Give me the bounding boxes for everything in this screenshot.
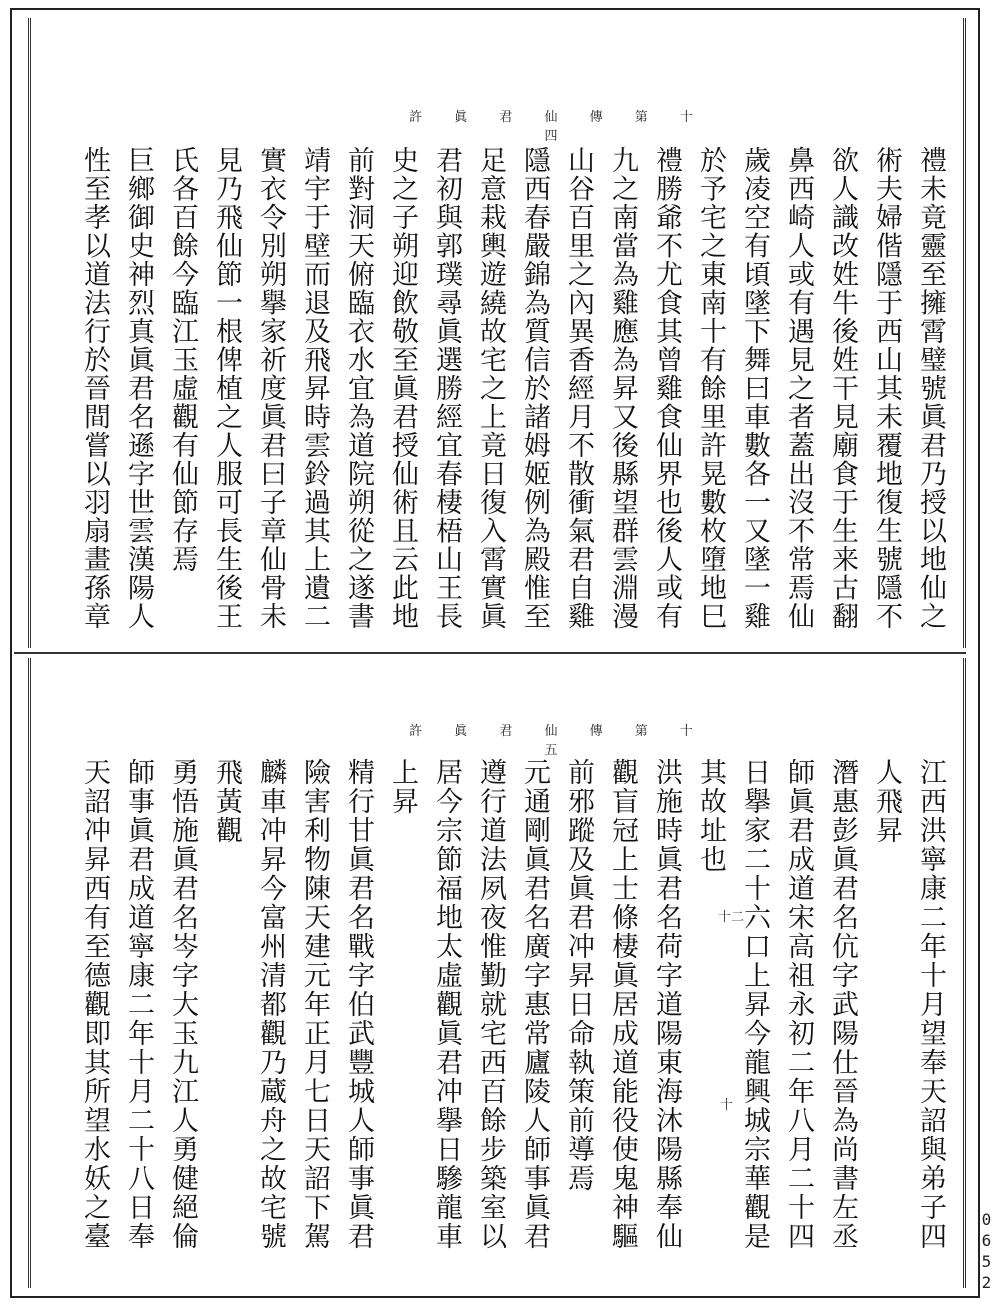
text-column: 潛惠彭眞君名伉字武陽仕晉為尚書左丞 bbox=[827, 758, 858, 1251]
text-column: 禮勝爺不尤食其曾雞食仙界也後人或有 bbox=[651, 146, 682, 631]
text-column: 靖宇于壁而退及飛昇時雲鈴過其上遺二 bbox=[299, 146, 330, 631]
top-page-text bbox=[72, 146, 952, 646]
text-column: 洪施時眞君名荷字道陽東海沐陽縣奉仙 bbox=[651, 758, 682, 1251]
text-column: 歲凌空有頃墜下舞曰車數各一又墜一雞 bbox=[739, 146, 770, 631]
top-page-header: 許 眞 君 仙 傳 第 十 四 bbox=[409, 110, 707, 144]
margin-mark: 十 bbox=[720, 1098, 734, 1113]
text-column: 欲人識改姓牛後姓干見廟食于生来古翻 bbox=[827, 146, 858, 631]
text-column: 江西洪寧康二年十月望奉天詔與弟子四 bbox=[915, 758, 946, 1251]
text-column: 日擧家二十六口上昇今龍興城宗華觀是 bbox=[739, 758, 770, 1251]
text-column: 足意栽輿遊繞故宅之上竟日復入霄實眞 bbox=[475, 146, 506, 631]
text-column: 山谷百里之內異香經月不散衝氣君自雞 bbox=[563, 146, 594, 631]
text-column: 於予宅之東南十有餘里許晃數枚墮地巳 bbox=[695, 146, 726, 631]
text-column: 實衣令別朔擧家祈度眞君曰子章仙骨未 bbox=[255, 146, 286, 631]
text-column: 其故址也 bbox=[695, 758, 726, 874]
text-column: 史之子朔迎飲敬至眞君授仙術且云此地 bbox=[387, 146, 418, 631]
text-column: 術夫婦偕隱于西山其未覆地復生號隱不 bbox=[871, 146, 902, 631]
text-column: 勇悟施眞君名岑字大玉九江人勇健絕倫 bbox=[167, 758, 198, 1251]
text-column: 鼻西崎人或有遇見之者蓋出沒不常焉仙 bbox=[783, 146, 814, 631]
text-column: 前對洞天俯臨衣水宜為道院朔從之遂書 bbox=[343, 146, 374, 631]
text-column: 險害利物陳天建元年正月七日天詔下駕 bbox=[299, 758, 330, 1251]
text-column: 居今宗節福地太虛觀眞君冲擧日驂龍車 bbox=[431, 758, 462, 1251]
page-divider bbox=[14, 652, 966, 654]
text-column: 飛黃觀 bbox=[211, 758, 242, 845]
text-column: 遵行道法夙夜惟勤就宅西百餘步築室以 bbox=[475, 758, 506, 1251]
text-column: 人飛昇 bbox=[871, 758, 902, 845]
text-column: 師事眞君成道寧康二年十月二十八日奉 bbox=[123, 758, 154, 1251]
text-column: 隱西春嚴錦為質信於諸姆姬例為殿惟至 bbox=[519, 146, 550, 631]
top-page bbox=[28, 18, 966, 648]
bottom-page-header: 許 眞 君 仙 傳 第 十 五 bbox=[409, 724, 707, 758]
text-column: 元通剛眞君名廣字惠常廬陵人師事眞君 bbox=[519, 758, 550, 1251]
text-column: 前邪蹤及眞君冲昇日命執策前導焉 bbox=[563, 758, 594, 1193]
text-column: 麟車冲昇今富州清都觀乃蔵舟之故宅號 bbox=[255, 758, 286, 1251]
text-column: 君初與郭璞尋眞選勝經宜春棲梧山王長 bbox=[431, 146, 462, 631]
text-column: 禮未竟靈至擁霄璧號眞君乃授以地仙之 bbox=[915, 146, 946, 631]
text-column: 九之南當為雞應為昇又後縣望群雲淵漫 bbox=[607, 146, 638, 631]
text-column: 師眞君成道宋高祖永初二年八月二十四 bbox=[783, 758, 814, 1251]
page-number: 0652 bbox=[977, 1210, 996, 1294]
margin-mark: 十二 bbox=[718, 910, 745, 925]
bottom-page-text bbox=[72, 758, 952, 1273]
text-column: 見乃飛仙節一根俾植之人服可長生後王 bbox=[211, 146, 242, 631]
text-column: 巨鄉御史神烈真眞君名遜字世雲漢陽人 bbox=[123, 146, 154, 631]
text-column: 上昇 bbox=[387, 758, 418, 816]
text-column: 觀盲冠上士條棲眞居成道能役使鬼神驅 bbox=[607, 758, 638, 1251]
text-column: 精行甘眞君名戰字伯武豐城人師事眞君 bbox=[343, 758, 374, 1251]
bottom-page bbox=[28, 658, 966, 1288]
text-column: 天詔冲昇西有至德觀即其所望水妖之臺 bbox=[79, 758, 110, 1251]
text-column: 氏各百餘今臨江玉虛觀有仙節存焉 bbox=[167, 146, 198, 574]
text-column: 性至孝以道法行於晉間嘗以羽扇畫孫章 bbox=[79, 146, 110, 631]
